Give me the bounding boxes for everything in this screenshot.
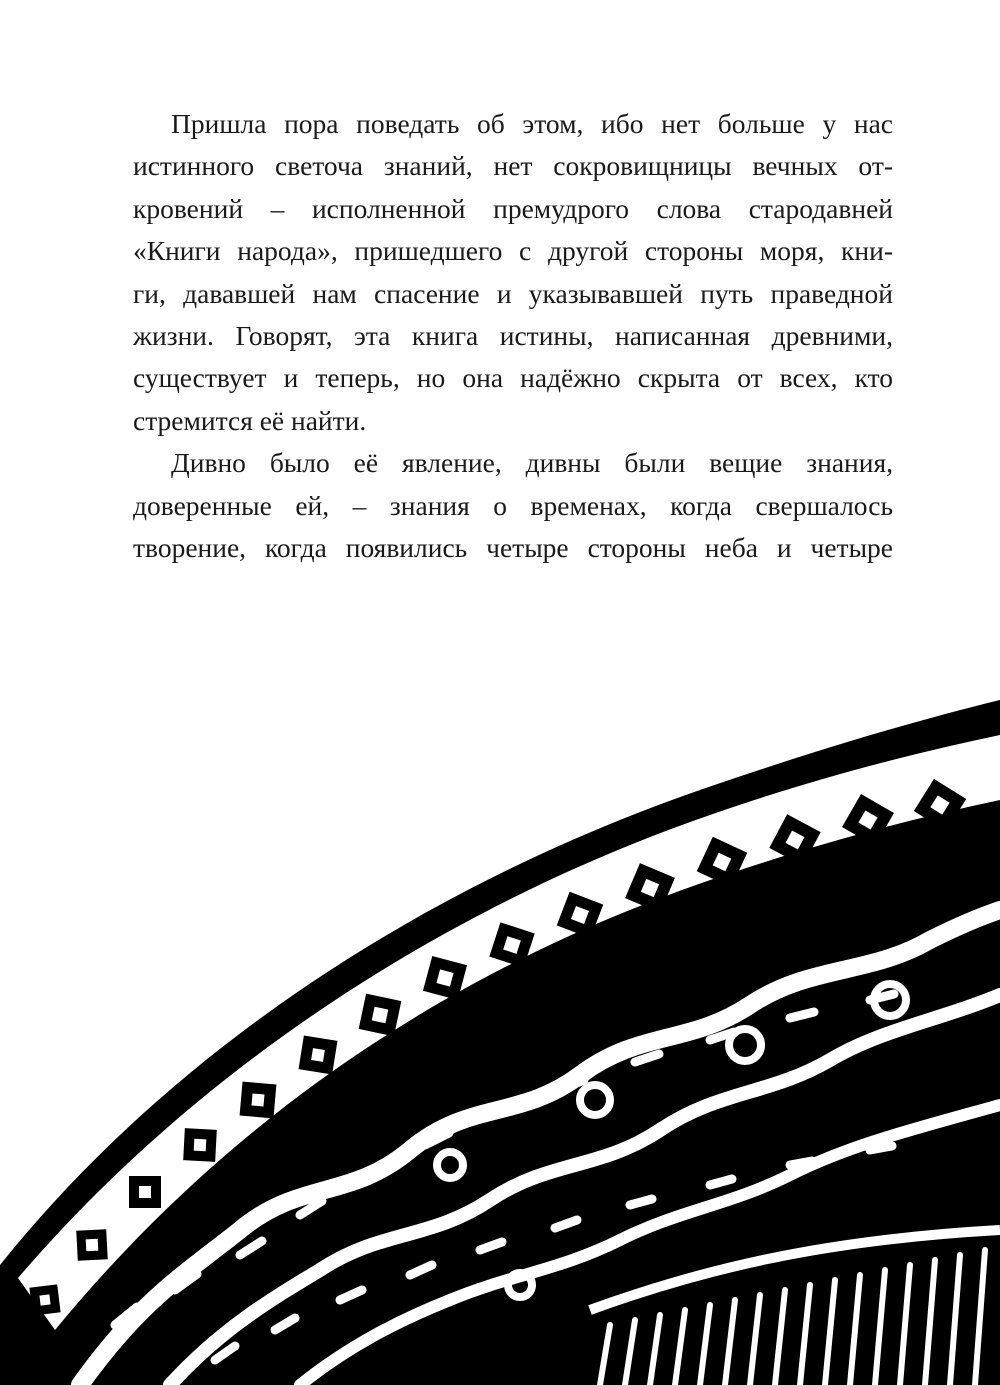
text-line: доверенные ей, – знания о временах, когда свершалось [133,489,893,521]
text-line: существует и теперь, но она надёжно скрыта от всех, кто [133,362,893,394]
text-line: Пришла пора поведать об этом, ибо нет больше у нас [171,108,893,139]
text-line: ги, дававшей нам спасение и указывавшей путь праведной [133,277,893,309]
text-line: «Книги народа», пришедшего с другой стороны моря, кни- [133,235,893,267]
text-line: истинного светоча знаний, нет сокровищницы вечных от- [133,150,893,182]
text-line: Дивно было её явление, дивны были вещие знания, [171,447,893,479]
text-line: стремится её найти. [133,404,367,436]
text-line: кровений – исполненной премудрого слова стародавней [133,192,893,224]
text-line: творение, когда появились четыре стороны неба и четыре [133,532,893,564]
text-line: жизни. Говорят, эта книга истины, написанная древними, [133,320,893,352]
